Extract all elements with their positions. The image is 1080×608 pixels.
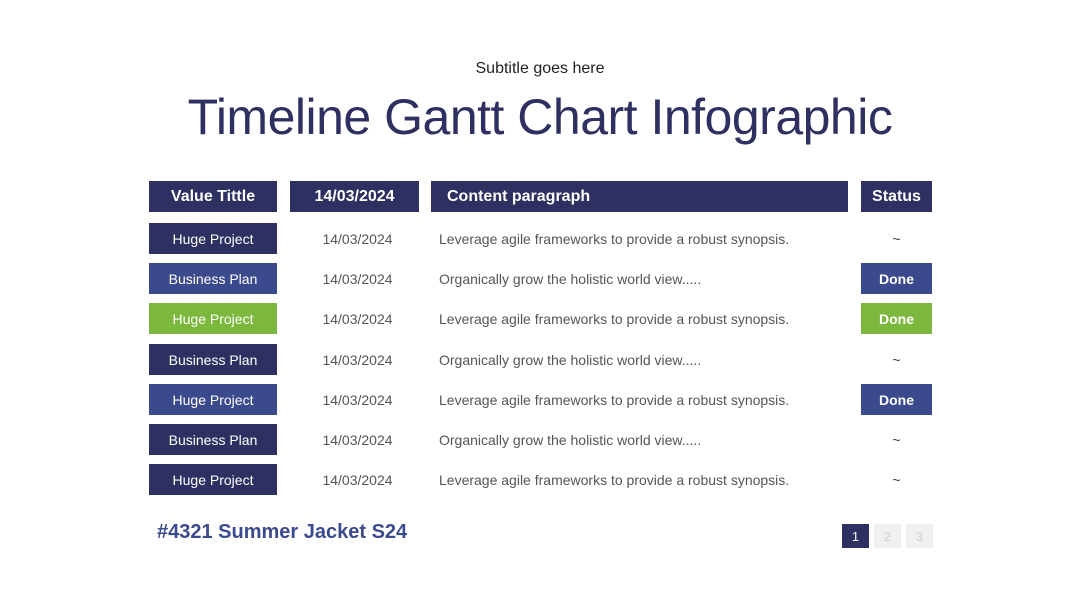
row-status: Done [861,384,932,415]
pagination [842,524,933,548]
page-button[interactable]: 2 [874,524,901,548]
subtitle: Subtitle goes here [475,60,605,77]
row-status: ~ [892,471,901,488]
row-status: Done [861,263,932,294]
row-label: Business Plan [149,424,277,455]
row-label: Huge Project [149,303,277,334]
row-text: Organically grow the holistic world view..... [439,431,702,448]
row-text: Organically grow the holistic world view..... [439,351,702,368]
table-row [0,344,1080,375]
row-date: 14/03/2024 [322,230,393,247]
table-header-date: 14/03/2024 [290,181,419,212]
row-date: 14/03/2024 [322,471,393,488]
page-button[interactable]: 1 [842,524,869,548]
table-header-value-title: Value Tittle [149,181,277,212]
row-text: Leverage agile frameworks to provide a robust synopsis. [439,391,790,408]
row-label: Business Plan [149,344,277,375]
page-button[interactable]: 3 [906,524,933,548]
row-text: Leverage agile frameworks to provide a robust synopsis. [439,310,790,327]
table-header-content: Content paragraph [431,181,848,212]
row-date: 14/03/2024 [322,310,393,327]
table-row [0,464,1080,495]
footer-label: #4321 Summer Jacket S24 [157,521,408,543]
table-row [0,303,1080,334]
row-text: Leverage agile frameworks to provide a robust synopsis. [439,230,790,247]
row-label: Huge Project [149,384,277,415]
row-date: 14/03/2024 [322,391,393,408]
row-text: Leverage agile frameworks to provide a robust synopsis. [439,471,790,488]
row-label: Business Plan [149,263,277,294]
row-status: Done [861,303,932,334]
row-date: 14/03/2024 [322,351,393,368]
page-title: Timeline Gantt Chart Infographic [187,89,893,145]
row-status: ~ [892,431,901,448]
table-row [0,384,1080,415]
row-status: ~ [892,230,901,247]
row-text: Organically grow the holistic world view..... [439,270,702,287]
row-date: 14/03/2024 [322,270,393,287]
row-status: ~ [892,351,901,368]
table-row [0,424,1080,455]
table-header-status: Status [861,181,932,212]
table-row [0,263,1080,294]
table-row [0,223,1080,254]
row-label: Huge Project [149,464,277,495]
row-date: 14/03/2024 [322,431,393,448]
row-label: Huge Project [149,223,277,254]
